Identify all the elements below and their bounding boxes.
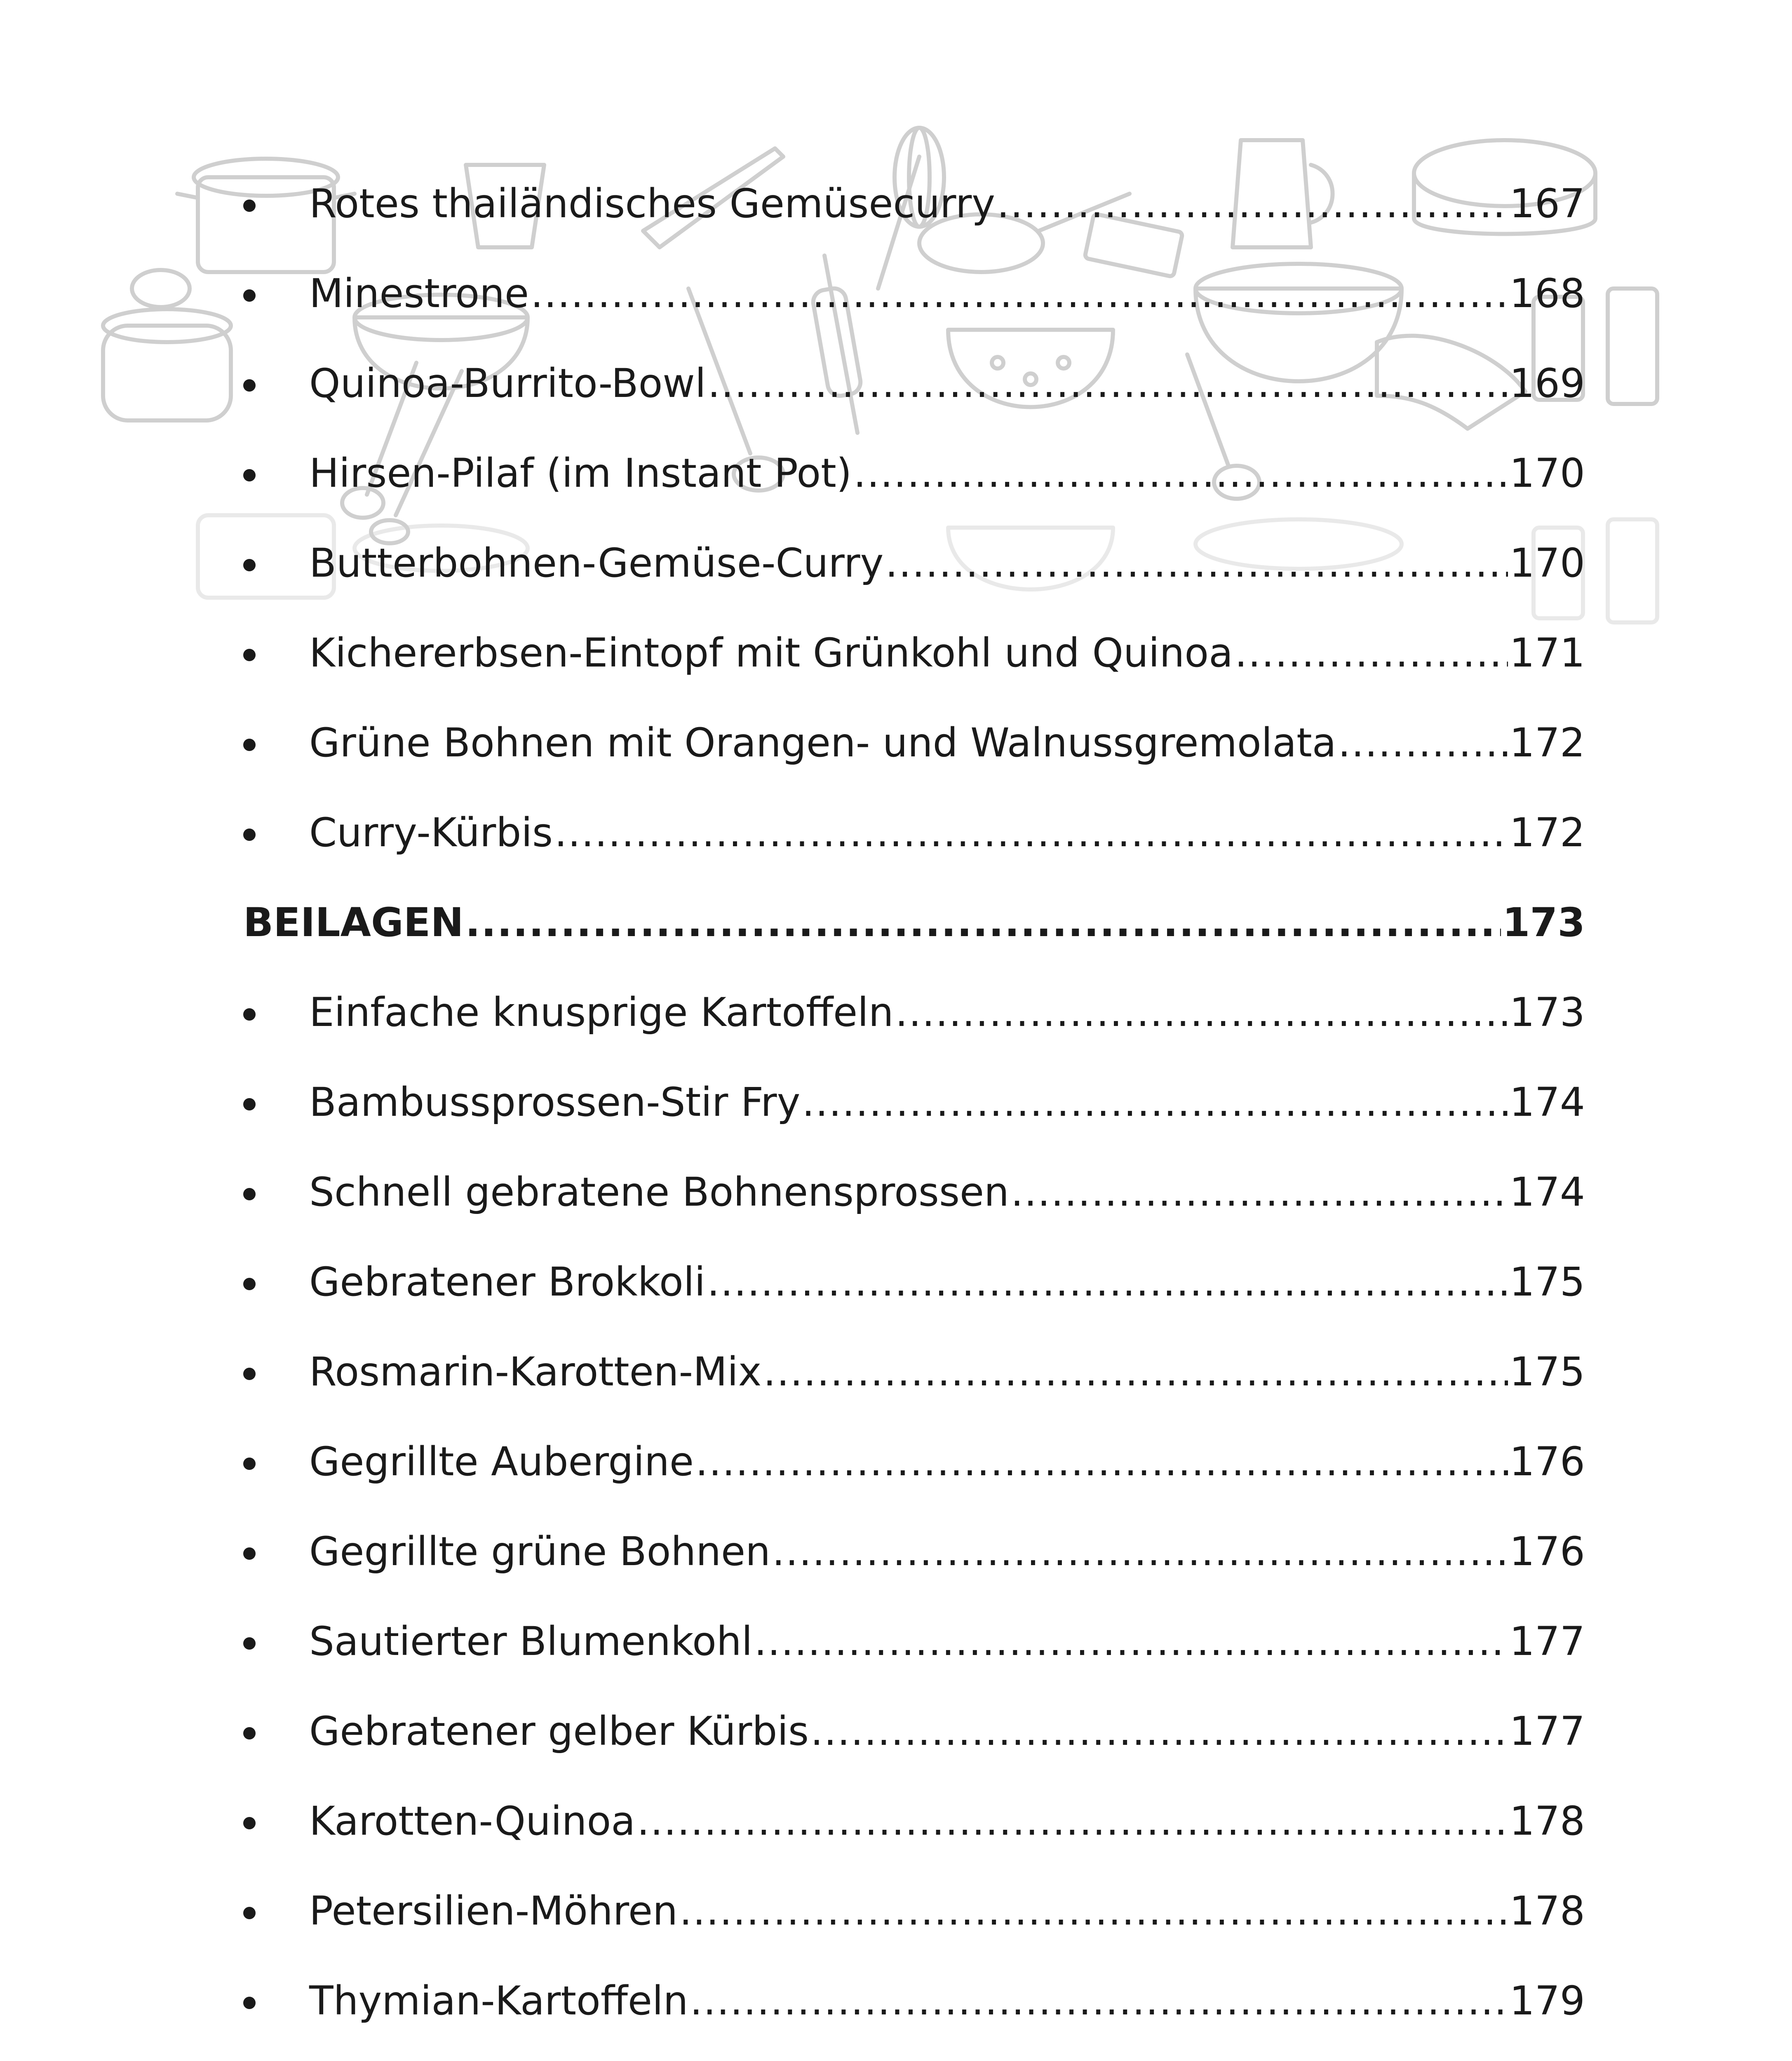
- toc-entry-title: Grüne Bohnen mit Orangen- und Walnussgremolata: [309, 720, 1336, 766]
- toc-entry[interactable]: [243, 1417, 1585, 1507]
- dot-leader: [763, 1352, 1508, 1392]
- toc-entry-title: Rotes thailändisches Gemüsecurry: [309, 181, 996, 227]
- bullet-icon: [243, 559, 256, 571]
- dot-leader: [1235, 633, 1508, 673]
- toc-entry[interactable]: [243, 1596, 1585, 1686]
- bullet-icon: [243, 649, 256, 661]
- dot-leader: [895, 993, 1508, 1032]
- toc-entry-title: Schnell gebratene Bohnensprossen: [309, 1169, 1009, 1215]
- toc-entry-title: Minestrone: [309, 270, 529, 317]
- bullet-icon: [243, 1458, 256, 1470]
- toc-entry[interactable]: [243, 1507, 1585, 1596]
- toc-entry[interactable]: [243, 518, 1585, 608]
- bullet-icon: [243, 1278, 256, 1290]
- bullet-icon: [243, 1817, 256, 1829]
- bullet-icon: [243, 200, 256, 212]
- toc-entry-title: Gebratener gelber Kürbis: [309, 1708, 809, 1754]
- toc-entry-title: Quinoa-Burrito-Bowl: [309, 360, 706, 406]
- bullet-icon: [243, 1907, 256, 1919]
- toc-entry-page: 178: [1509, 1888, 1585, 1934]
- section-title: BEILAGEN: [243, 899, 464, 946]
- bullet-icon: [243, 829, 256, 841]
- toc-entry-title: Kichererbsen-Eintopf mit Grünkohl und Quinoa: [309, 630, 1233, 676]
- toc-entry[interactable]: [243, 1956, 1585, 2046]
- toc-entry-title: Rosmarin-Karotten-Mix: [309, 1349, 762, 1395]
- bullet-icon: [243, 1997, 256, 2009]
- toc-entry-title: Thymian-Kartoffeln: [309, 1978, 688, 2024]
- dot-leader: [853, 453, 1508, 493]
- dot-leader: [1011, 1172, 1508, 1212]
- toc-entry-page: 170: [1509, 450, 1585, 496]
- toc-entry-page: 178: [1509, 1798, 1585, 1844]
- bullet-icon: [243, 1547, 256, 1560]
- dot-leader: [802, 1082, 1508, 1122]
- toc-entry-page: 172: [1509, 720, 1585, 766]
- toc-entry[interactable]: [243, 698, 1585, 788]
- toc-entry-page: 168: [1509, 270, 1585, 317]
- toc-entry-title: Sautierter Blumenkohl: [309, 1618, 753, 1664]
- dot-leader: [754, 1622, 1508, 1661]
- toc-entry[interactable]: [243, 1237, 1585, 1327]
- table-of-contents: [243, 159, 1585, 2061]
- toc-entry-page: 171: [1509, 630, 1585, 676]
- toc-entry[interactable]: [243, 1327, 1585, 1417]
- toc-entry-page: 176: [1509, 1439, 1585, 1485]
- toc-entry-title: Bambussprossen-Stir Fry: [309, 1079, 801, 1125]
- toc-entry[interactable]: [243, 1686, 1585, 1776]
- bullet-icon: [243, 379, 256, 392]
- toc-entry-page: 172: [1509, 810, 1585, 856]
- toc-entry[interactable]: [243, 1866, 1585, 1956]
- dot-leader: [695, 1442, 1508, 1481]
- dot-leader: [465, 903, 1501, 942]
- bullet-icon: [243, 1368, 256, 1380]
- toc-entry-page: 175: [1509, 1349, 1585, 1395]
- toc-entry-page: 170: [1509, 540, 1585, 586]
- toc-entry-title: Gegrillte Aubergine: [309, 1439, 694, 1485]
- dot-leader: [554, 813, 1508, 852]
- bullet-icon: [243, 289, 256, 302]
- toc-entry[interactable]: [243, 2046, 1585, 2061]
- toc-entry[interactable]: [243, 338, 1585, 428]
- toc-entry-title: Gebratener Brokkoli: [309, 1259, 706, 1305]
- toc-entry-page: 179: [1509, 1978, 1585, 2024]
- toc-entry[interactable]: [243, 1147, 1585, 1237]
- toc-entry-page: 176: [1509, 1528, 1585, 1575]
- toc-entry[interactable]: [243, 608, 1585, 698]
- toc-entry[interactable]: [243, 159, 1585, 249]
- bullet-icon: [243, 1637, 256, 1650]
- toc-entry-page: 174: [1509, 1169, 1585, 1215]
- toc-entry[interactable]: [243, 1057, 1585, 1147]
- toc-entry-page: 177: [1509, 1618, 1585, 1664]
- dot-leader: [772, 1532, 1508, 1571]
- toc-entry-title: Gegrillte grüne Bohnen: [309, 1528, 770, 1575]
- dot-leader: [637, 1801, 1508, 1841]
- bullet-icon: [243, 1727, 256, 1739]
- toc-section-heading[interactable]: [243, 878, 1585, 967]
- toc-entry[interactable]: [243, 1776, 1585, 1866]
- dot-leader: [1338, 723, 1508, 763]
- toc-entry-title: Butterbohnen-Gemüse-Curry: [309, 540, 884, 586]
- dot-leader: [690, 1981, 1508, 2021]
- bullet-icon: [243, 1098, 256, 1110]
- toc-entry-title: Petersilien-Möhren: [309, 1888, 678, 1934]
- toc-entry-page: 175: [1509, 1259, 1585, 1305]
- dot-leader: [885, 543, 1508, 583]
- dot-leader: [707, 1262, 1508, 1302]
- dot-leader: [531, 274, 1508, 313]
- bullet-icon: [243, 469, 256, 481]
- dot-leader: [997, 184, 1508, 223]
- bullet-icon: [243, 739, 256, 751]
- toc-entry-page: 177: [1509, 1708, 1585, 1754]
- dot-leader: [707, 364, 1508, 403]
- section-page: 173: [1502, 899, 1585, 946]
- bullet-icon: [243, 1188, 256, 1200]
- dot-leader: [679, 1891, 1508, 1931]
- toc-entry-page: 167: [1509, 181, 1585, 227]
- toc-entry[interactable]: [243, 428, 1585, 518]
- toc-entry-page: 169: [1509, 360, 1585, 406]
- dot-leader: [810, 1711, 1508, 1751]
- toc-entry[interactable]: [243, 249, 1585, 338]
- toc-entry-page: 174: [1509, 1079, 1585, 1125]
- toc-entry-page: 173: [1509, 989, 1585, 1035]
- pot-with-lid-icon: [103, 270, 231, 420]
- toc-entry[interactable]: [243, 967, 1585, 1057]
- toc-entry[interactable]: [243, 788, 1585, 878]
- toc-entry-title: Hirsen-Pilaf (im Instant Pot): [309, 450, 852, 496]
- toc-entry-title: Curry-Kürbis: [309, 810, 553, 856]
- toc-entry-title: Einfache knusprige Kartoffeln: [309, 989, 894, 1035]
- toc-entry-title: Karotten-Quinoa: [309, 1798, 636, 1844]
- bullet-icon: [243, 1008, 256, 1021]
